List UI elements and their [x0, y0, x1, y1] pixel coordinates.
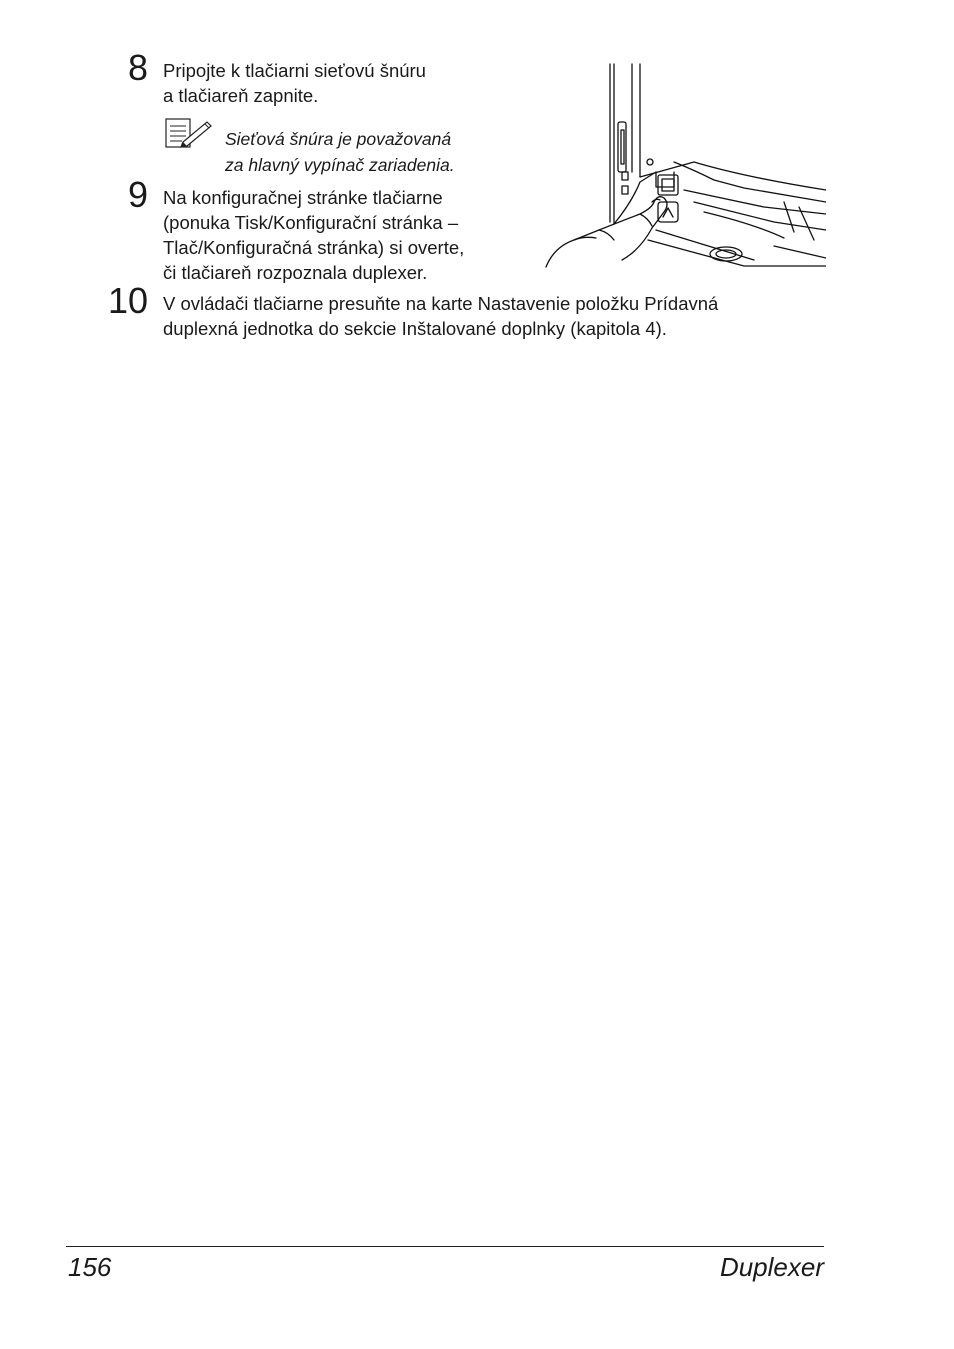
step-10-text: [163, 291, 718, 341]
step-number-9: 9: [128, 174, 149, 215]
step-9-line-3: Tlač/Konfiguračná stránka) si overte,: [163, 237, 465, 258]
footer-divider: [66, 1246, 824, 1247]
step-8-text: [163, 58, 426, 108]
step-10-line-1: V ovládači tlačiarne presuňte na karte Nastavenie položku Prídavná: [163, 293, 719, 314]
step-10-line-2: duplexná jednotka do sekcie Inštalované doplnky (kapitola 4).: [163, 318, 667, 339]
step-9-line-2: (ponuka Tisk/Konfigurační stránka –: [163, 212, 459, 233]
step-number-8: 8: [128, 47, 149, 88]
step-9-line-1: Na konfiguračnej stránke tlačiarne: [163, 187, 443, 208]
step-8-line-2: a tlačiareň zapnite.: [163, 85, 319, 106]
section-title: Duplexer: [719, 1252, 824, 1282]
page-number: 156: [68, 1252, 112, 1282]
step-9-line-4: či tlačiareň rozpoznala duplexer.: [163, 262, 428, 283]
note-pencil-icon: [165, 118, 213, 150]
step-9-text: [163, 185, 464, 285]
note-line-1: Sieťová šnúra je považovaná: [225, 129, 452, 149]
step-number-10: 10: [108, 280, 149, 321]
step-8-line-1: Pripojte k tlačiarni sieťovú šnúru: [163, 60, 426, 81]
printer-power-switch-illustration: [544, 62, 826, 270]
note-line-2: za hlavný vypínač zariadenia.: [225, 155, 455, 175]
note-text: [225, 126, 455, 178]
